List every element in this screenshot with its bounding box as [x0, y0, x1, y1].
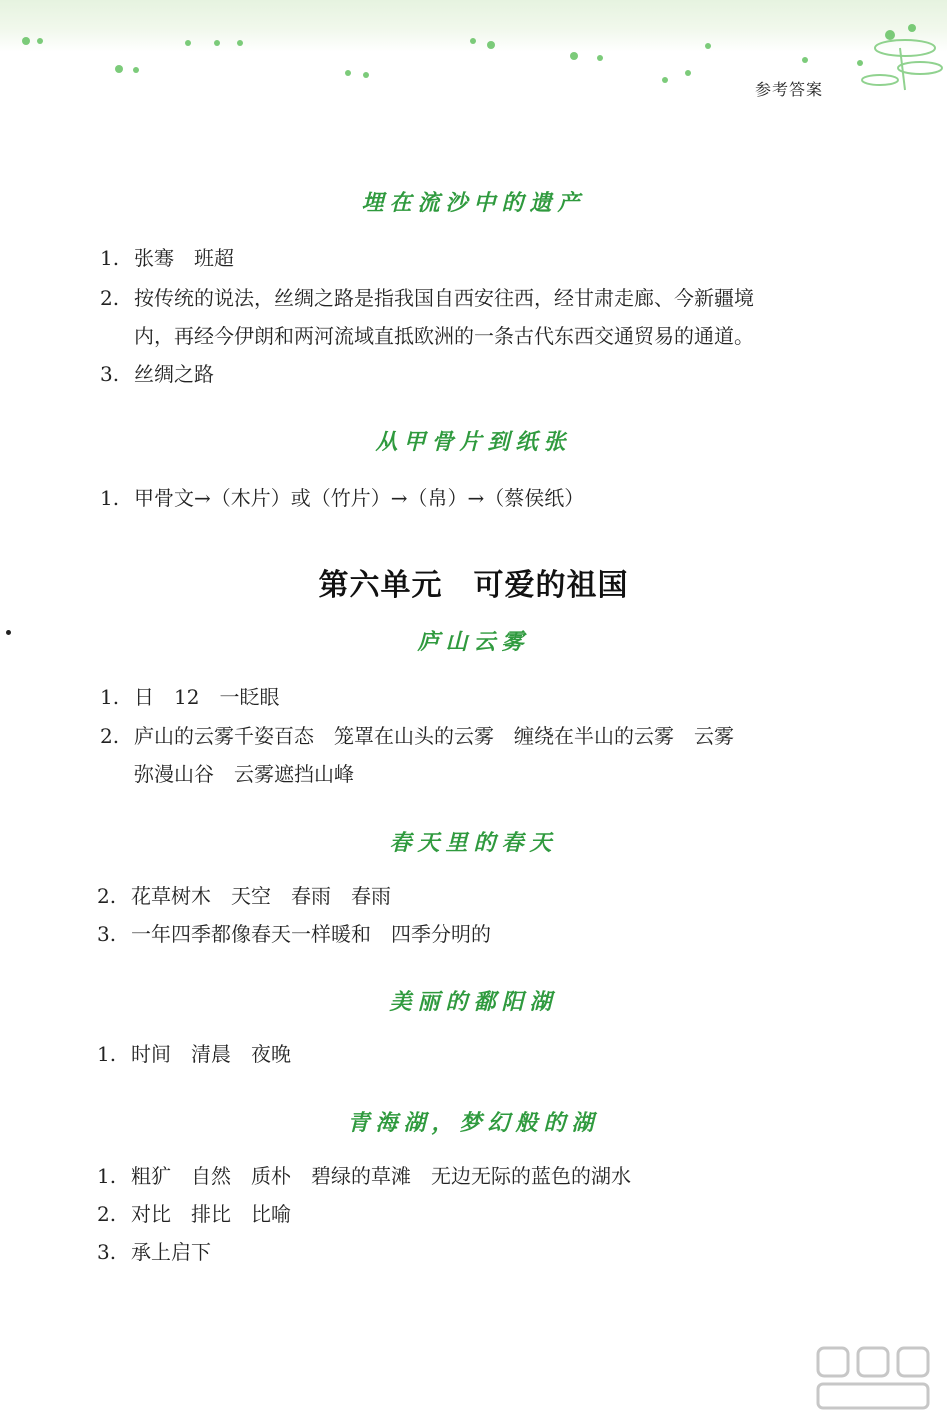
corner-decoration-icon [808, 1340, 943, 1416]
list-item: 2. 按传统的说法，丝绸之路是指我国自西安往西，经甘肃走廊、今新疆境 [100, 286, 754, 310]
header-label: 参考答案 [755, 80, 824, 99]
list-item-continuation: 内，再经今伊朗和两河流域直抵欧洲的一条古代东西交通贸易的通道。 [134, 324, 754, 348]
list-item: 2. 花草树木 天空 春雨 春雨 [97, 884, 391, 908]
list-item: 1. 粗犷 自然 质朴 碧绿的草滩 无边无际的蓝色的湖水 [97, 1164, 631, 1188]
list-item: 1. 日 12 一眨眼 [100, 685, 280, 709]
section-title: 埋在流沙中的遗产 [361, 190, 586, 216]
list-item: 2. 庐山的云雾千姿百态 笼罩在山头的云雾 缠绕在半山的云雾 云雾 [100, 724, 734, 748]
section-title: 从甲骨片到纸张 [375, 429, 572, 455]
unit-title: 第六单元 可爱的祖国 [318, 568, 629, 603]
list-item: 3. 丝绸之路 [100, 362, 214, 386]
section-title: 青海湖，梦幻般的湖 [347, 1110, 600, 1136]
list-item: 3. 一年四季都像春天一样暖和 四季分明的 [97, 922, 491, 946]
list-item: 3. 承上启下 [97, 1240, 211, 1264]
section-title: 春天里的春天 [389, 830, 558, 856]
section-title: 美丽的鄱阳湖 [389, 989, 558, 1015]
list-item: 2. 对比 排比 比喻 [97, 1202, 291, 1226]
list-item: 1. 时间 清晨 夜晚 [97, 1042, 291, 1066]
list-item: 1. 张骞 班超 [100, 246, 234, 270]
list-item: 1. 甲骨文→（木片）或（竹片）→（帛）→（蔡侯纸） [100, 486, 585, 510]
list-item-continuation: 弥漫山谷 云雾遮挡山峰 [134, 762, 354, 786]
section-title: 庐山云雾 [417, 629, 530, 655]
